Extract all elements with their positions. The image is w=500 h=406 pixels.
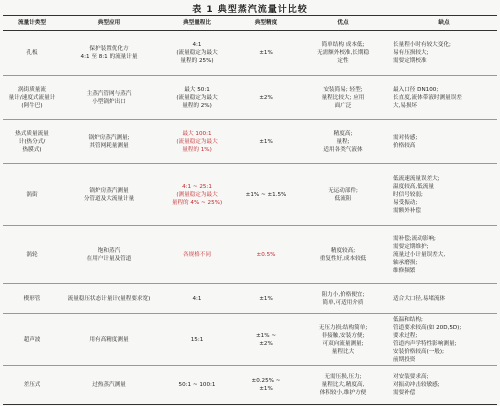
cell-type: 热式质量流量 计(热分式/ 热膜式) [15, 130, 49, 153]
table-row [3, 120, 497, 164]
cell-cons: 低流速流量误差大; 温度较高,低流量 时信号较弱; 易受振动; 需额外补偿 [393, 175, 440, 214]
header-accuracy: 典型精度 [254, 20, 278, 26]
cell-application: 流量稳压状态计量计(量程要求宽) [67, 295, 151, 302]
cell-type: 超声波 [23, 336, 41, 343]
cell-range: 50:1 ~ 100:1 [178, 382, 216, 388]
cell-cons: 适合大口径,易堵流体 [393, 295, 446, 302]
cell-type: 差压式 [23, 382, 41, 388]
table-row [3, 76, 497, 120]
header-type: 流量计类型 [18, 20, 46, 26]
cell-accuracy: ±1% ~ ±1.5% [245, 191, 287, 198]
table-row [3, 284, 497, 314]
cell-cons: 最入口径 DN100; 长直度,流体带液时测量误差 大,易损坏 [393, 86, 462, 109]
cell-pros: 精度较高; 重复性好,成本较低 [319, 247, 367, 262]
cell-accuracy: ±1% [259, 50, 273, 56]
table-row [3, 31, 497, 76]
cell-application: 过热蒸汽测量 [92, 382, 126, 388]
cell-pros: 无压力损;结构简单; 非接触,安装方便; 可双向流量测量; 量程比大 [318, 324, 368, 355]
cell-range: 4:1 (流量稳定为最大 量程的 25%) [176, 42, 218, 64]
cell-accuracy: ±0.25% ~ ±1% [251, 378, 281, 392]
cell-type: 涡街 [26, 191, 38, 198]
cell-application: 饱和蒸汽 在用户计量及管道 [86, 247, 132, 262]
cell-type: 孔板 [26, 50, 38, 56]
cell-pros: 无需压损,压力; 量程比大,精度高, 体积较小,维护方便 [319, 374, 367, 396]
cell-accuracy: ±2% [259, 94, 273, 101]
table-row [3, 226, 497, 284]
header-row [3, 16, 497, 31]
cell-range: 最大 100:1 (流量稳定为最大 量程的 1%) [176, 130, 218, 153]
cell-application: 锅炉房蒸汽测量; 其管网耗量测量 [88, 134, 130, 149]
table-row [3, 164, 497, 226]
cell-type: 涡街质量流 量计/速度式流量计 (阿牛巴) [8, 86, 56, 109]
cell-cons: 需补偿;流动影响; 需要定期维护; 流量过小计量误差大, 轴承磨损; 维修频繁 [393, 235, 446, 274]
cell-pros: 安装简易; 轻型; 量程比较大; 应用 面广泛 [321, 86, 365, 109]
comparison-table [3, 15, 497, 405]
cell-pros: 精度高; 量程; 适用各类气液体 [323, 130, 363, 153]
table-row [3, 314, 497, 366]
cell-cons: 对安装要求高; 对振动冲击较敏感; 需要补偿 [393, 374, 440, 396]
cell-accuracy: ±0.5% [256, 251, 276, 258]
cell-pros: 简单结构 成本低; 无需额外校准,长期稳 定性 [316, 42, 370, 64]
cell-cons: 需对传感; 价格较高 [393, 134, 418, 149]
cell-cons: 低温和结构; 管道要求较高(如 20D,5D); 要求过程; 管道内声学特性影响测量; 安装价格较高(一般); 前期投资 [393, 316, 462, 363]
cell-range: 4:1 [192, 295, 202, 302]
cell-accuracy: ±1% ~ ±2% [255, 332, 277, 347]
cell-range: 15:1 [190, 336, 204, 343]
cell-cons: 长量程小时有较大变化; 易有压损较大; 需要定期校准 [393, 42, 451, 64]
header-application: 典型应用 [97, 20, 121, 26]
cell-application: 锅炉房蒸汽测量 分管道及大流量计量 [83, 187, 135, 202]
cell-accuracy: ±1% [259, 138, 273, 145]
cell-type: 楔形管 [23, 295, 41, 302]
cell-application: 保护装置优化方 4:1 至 8:1 的流量计量 [80, 46, 138, 60]
header-pros: 优点 [337, 20, 349, 26]
cell-range: 各规格不同 [183, 251, 211, 258]
header-range: 典型量程比 [183, 20, 211, 26]
cell-pros: 无运动部件; 低流阻 [328, 187, 358, 202]
cell-application: 用有高精度测量 [89, 336, 129, 343]
table-row [3, 366, 497, 405]
cell-range: 最大 50:1 (流量稳定为最大 量程的 2%) [176, 86, 218, 109]
cell-accuracy: ±1% [259, 295, 273, 302]
cell-application: 主蒸汽管网与蒸汽 小型锅炉出口 [86, 90, 132, 105]
cell-pros: 阻力小,价格便宜; 简单,可适用介质 [321, 291, 365, 306]
header-cons: 缺点 [438, 20, 450, 26]
table-title: 表 1 典型蒸汽流量计比较 [192, 5, 308, 15]
cell-type: 涡轮 [26, 251, 38, 258]
cell-range: 4:1 ~ 25:1 (测量稳定为最大 量程的 4% ~ 25%) [171, 183, 223, 206]
